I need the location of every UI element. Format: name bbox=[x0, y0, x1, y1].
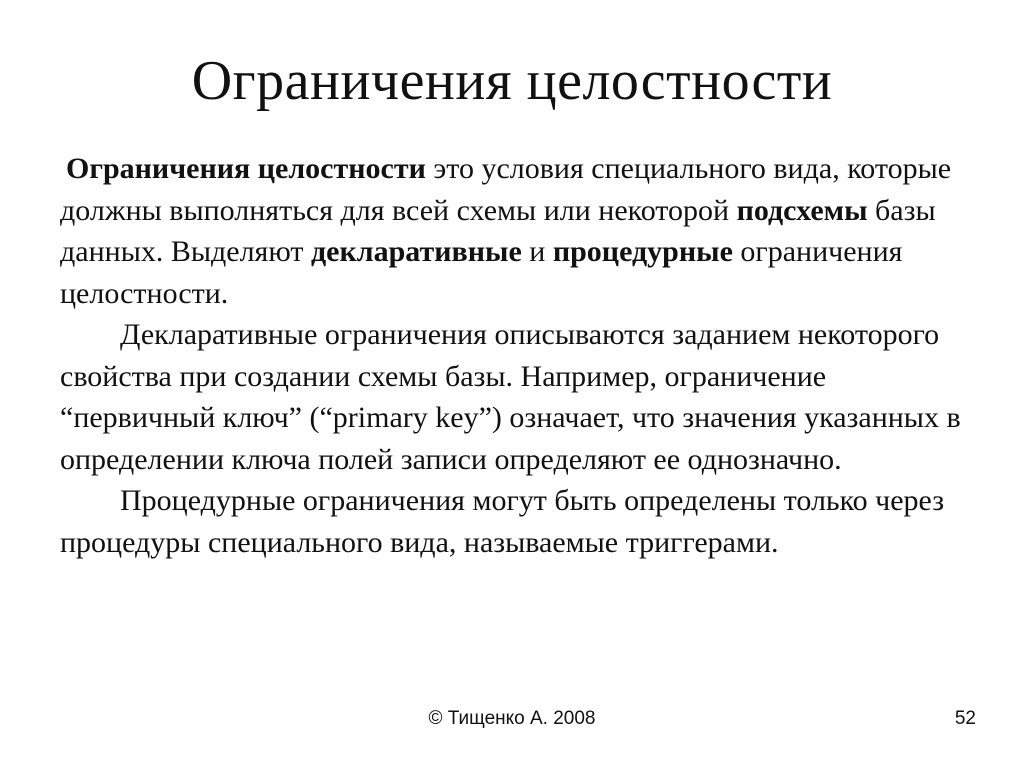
footer-copyright: © Тищенко А. 2008 bbox=[428, 708, 596, 729]
paragraph-declarative: Декларативные ограничения описываются заданием некоторого свойства при создании схемы базы. Например, ограничение “первичный ключ” (“primary key”) означает, что значения указанных в определении ключа полей записи определяют ее однозначно. bbox=[60, 318, 961, 476]
term-integrity-constraints: Ограничения целостности bbox=[66, 152, 426, 185]
definition-text-4: ограничения целостности. bbox=[60, 235, 903, 310]
slide-title: Ограничения целостности bbox=[191, 50, 833, 112]
page-number: 52 bbox=[954, 708, 976, 729]
term-subschema: подсхемы bbox=[736, 193, 868, 227]
term-declarative: декларативные bbox=[311, 235, 522, 268]
paragraph-definition bbox=[60, 148, 980, 314]
definition-text-2: базы данных. Выделяют bbox=[60, 193, 936, 268]
slide-body bbox=[60, 148, 980, 563]
definition-text-1: это условия специального вида, которые должны выполняться для всей схемы или некоторой bbox=[60, 152, 952, 227]
definition-text-3: и bbox=[521, 235, 553, 268]
term-procedural: процедурные bbox=[552, 235, 733, 268]
paragraph-procedural: Процедурные ограничения могут быть определены только через процедуры специального вида, называемые триггерами. bbox=[60, 484, 945, 559]
